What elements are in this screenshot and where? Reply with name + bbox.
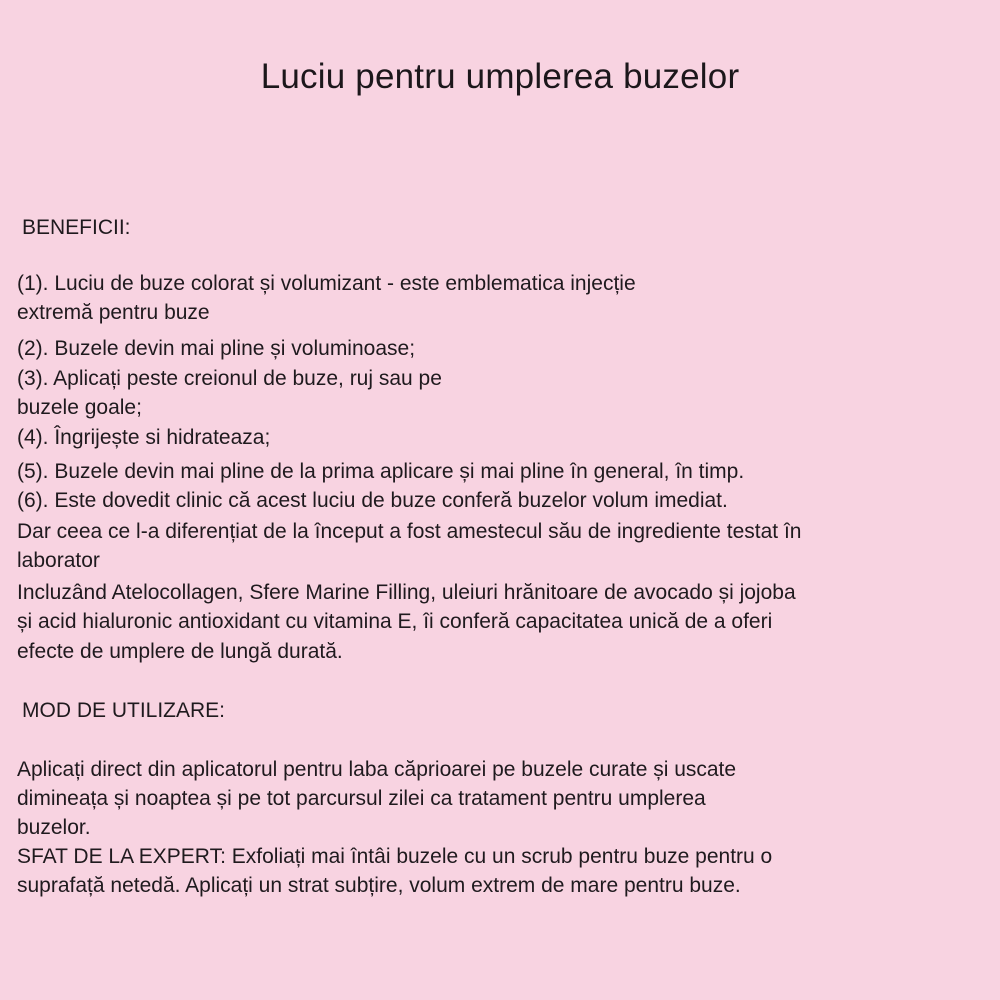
benefit-line: extremă pentru buze (17, 301, 210, 324)
benefit-line: buzele goale; (17, 396, 142, 419)
benefit-line: Incluzând Atelocollagen, Sfere Marine Filling, uleiuri hrănitoare de avocado și jojoba (17, 581, 796, 604)
usage-line: Aplicați direct din aplicatorul pentru laba căprioarei pe buzele curate și uscate (17, 758, 737, 781)
benefit-line: (3). Aplicați peste creionul de buze, ruj sau pe (17, 367, 442, 390)
benefit-line: laborator (17, 549, 100, 572)
usage-heading: MOD DE UTILIZARE: (22, 699, 226, 722)
usage-line: suprafață netedă. Aplicați un strat subțire, volum extrem de mare pentru buze. (17, 874, 741, 897)
usage-line: dimineața și noaptea și pe tot parcursul zilei ca tratament pentru umplerea (17, 787, 706, 810)
benefit-line: (4). Îngrijește si hidrateaza; (17, 426, 271, 449)
benefit-line: (6). Este dovedit clinic că acest luciu de buze conferă buzelor volum imediat. (17, 489, 728, 512)
usage-line: buzelor. (17, 816, 91, 839)
benefit-line: (2). Buzele devin mai pline și voluminoase; (17, 337, 416, 360)
benefit-line: (1). Luciu de buze colorat și volumizant - este emblematica injecție (17, 272, 636, 295)
benefit-line: și acid hialuronic antioxidant cu vitamina E, îi conferă capacitatea unică de a oferi (17, 610, 773, 633)
usage-line: SFAT DE LA EXPERT: Exfoliați mai întâi buzele cu un scrub pentru buze pentru o (17, 845, 773, 868)
benefit-line: efecte de umplere de lungă durată. (17, 640, 343, 663)
benefit-line: Dar ceea ce l-a diferențiat de la început a fost amestecul său de ingrediente testat în (17, 520, 802, 543)
benefits-heading: BENEFICII: (22, 216, 131, 239)
benefit-line: (5). Buzele devin mai pline de la prima aplicare și mai pline în general, în timp. (17, 460, 745, 483)
page-title: Luciu pentru umplerea buzelor (260, 57, 740, 96)
